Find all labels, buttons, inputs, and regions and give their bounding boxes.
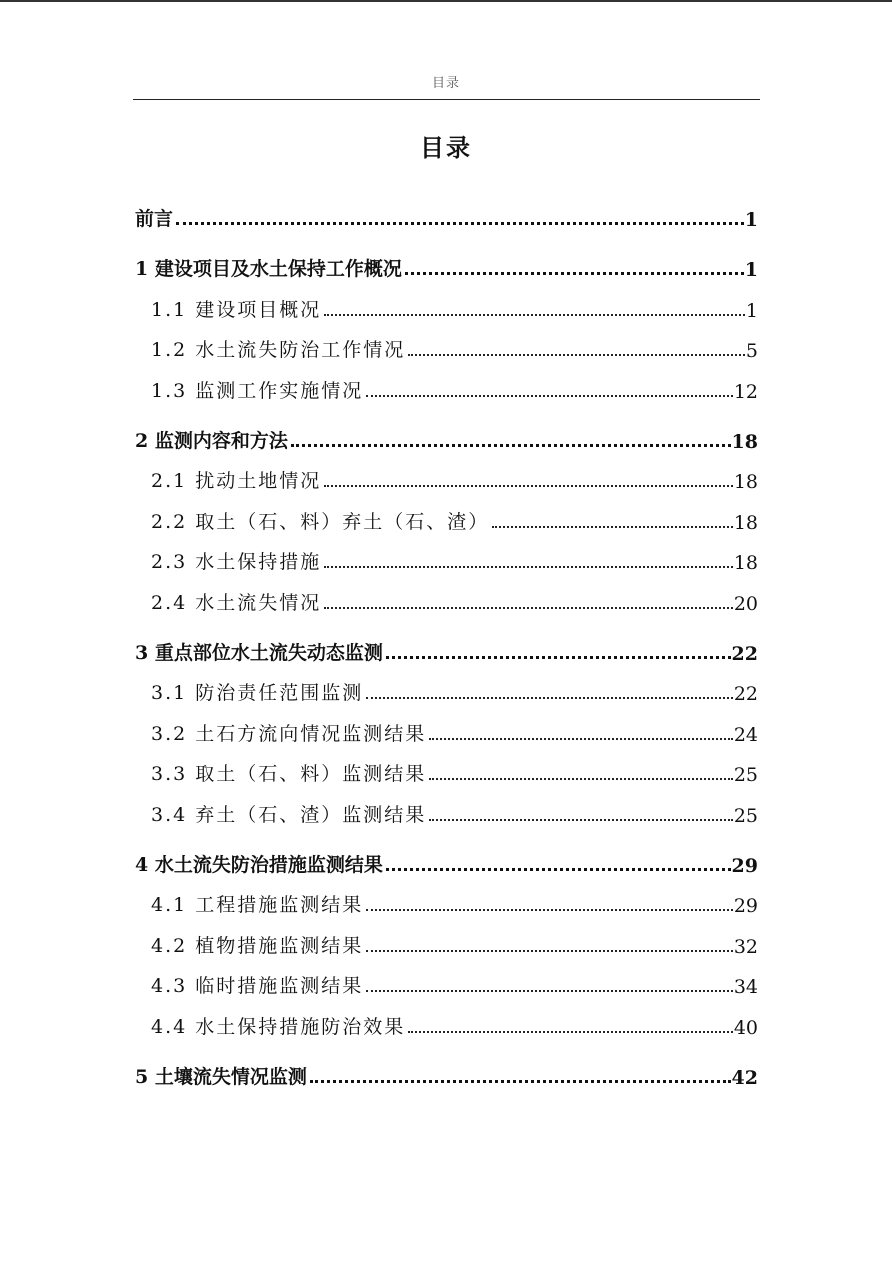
toc-entry-label: 前言: [135, 208, 174, 230]
toc-dot-leader: [324, 314, 745, 316]
toc-dot-leader: [429, 738, 733, 740]
toc-dot-leader: [429, 778, 733, 780]
toc-dot-leader: [291, 444, 731, 447]
toc-dot-leader: [176, 222, 744, 225]
toc-dot-leader: [408, 354, 745, 356]
toc-entry-label: 1.3 监测工作实施情况: [151, 379, 364, 402]
toc-entry-label: 4.1 工程措施监测结果: [151, 894, 364, 916]
toc-dot-leader: [324, 566, 733, 568]
toc-title: 目录: [420, 133, 472, 162]
toc-section-entry[interactable]: [135, 493, 758, 534]
toc-entry-label: 4.3 临时措施监测结果: [151, 975, 364, 997]
toc-section-entry[interactable]: [135, 322, 758, 363]
toc-section-entry[interactable]: [135, 665, 758, 706]
toc-dot-leader: [408, 1031, 733, 1033]
toc-dot-leader: [310, 1080, 731, 1083]
toc-entry-label: 2.4 水土流失情况: [151, 591, 322, 614]
toc-dot-leader: [386, 868, 731, 871]
toc-entry-label: 1.2 水土流失防治工作情况: [151, 339, 406, 361]
toc-dot-leader: [324, 607, 733, 609]
toc-page-number: 25: [733, 764, 758, 786]
toc-dot-leader: [366, 990, 733, 992]
toc-entry-label: 4.2 植物措施监测结果: [151, 934, 364, 957]
toc-dot-leader: [429, 819, 733, 821]
toc-page-number: 18: [733, 511, 758, 534]
toc-page-number: 12: [733, 380, 758, 403]
toc-dot-leader: [492, 526, 733, 528]
toc-chapter-entry[interactable]: [135, 615, 758, 665]
toc-dot-leader: [366, 909, 733, 911]
toc-entry-label: 2.3 水土保持措施: [151, 551, 322, 573]
toc-entry-label: 3.3 取土（石、料）监测结果: [151, 763, 427, 785]
toc-page-number: 29: [731, 854, 758, 877]
toc-page-number: 32: [733, 935, 758, 958]
toc-entry-label: 2.2 取土（石、料）弃土（石、渣）: [151, 510, 490, 533]
toc-page-number: 18: [733, 471, 758, 493]
toc-page-number: 40: [733, 1016, 758, 1039]
toc-section-entry[interactable]: [135, 958, 758, 999]
toc-section-entry[interactable]: [135, 362, 758, 403]
toc-chapter-entry[interactable]: [135, 827, 758, 877]
toc-page-number: 18: [733, 552, 758, 574]
toc-entry-label: 2 监测内容和方法: [135, 429, 288, 452]
toc-section-entry[interactable]: [135, 453, 758, 494]
toc-section-entry[interactable]: [135, 998, 758, 1039]
toc-page-number: 1: [745, 299, 758, 322]
toc-dot-leader: [366, 950, 733, 952]
toc-entry-label: 3.4 弃土（石、渣）监测结果: [151, 803, 427, 826]
toc-chapter-entry[interactable]: [135, 403, 758, 453]
running-header: 目录: [431, 76, 460, 91]
toc-section-entry[interactable]: [135, 877, 758, 918]
toc-chapter-entry[interactable]: [135, 181, 758, 231]
toc-page-number: 25: [733, 804, 758, 827]
toc-section-entry[interactable]: [135, 786, 758, 827]
toc-section-entry[interactable]: [135, 281, 758, 322]
toc-page-number: 20: [733, 592, 758, 615]
toc-dot-leader: [324, 485, 733, 487]
toc-dot-leader: [366, 395, 733, 397]
toc-section-entry[interactable]: [135, 705, 758, 746]
toc-page-number: 5: [745, 340, 758, 362]
toc-entry-label: 3 重点部位水土流失动态监测: [135, 641, 383, 664]
toc-section-entry[interactable]: [135, 746, 758, 787]
toc-page-number: 18: [731, 430, 758, 453]
toc-page-number: 24: [733, 723, 758, 746]
page-top-border: [0, 0, 892, 2]
toc-page-number: 1: [744, 209, 758, 231]
toc-dot-leader: [366, 697, 733, 699]
toc-dot-leader: [386, 656, 731, 659]
toc-entry-label: 2.1 扰动土地情况: [151, 470, 322, 492]
toc-chapter-entry[interactable]: [135, 231, 758, 281]
toc-entry-label: 5 土壤流失情况监测: [135, 1065, 307, 1088]
toc-page-number: 1: [744, 259, 758, 281]
toc-chapter-entry[interactable]: [135, 1039, 758, 1089]
toc-section-entry[interactable]: [135, 574, 758, 615]
header-rule: [133, 99, 760, 100]
toc-entry-label: 4 水土流失防治措施监测结果: [135, 853, 383, 876]
toc-page-number: 34: [733, 976, 758, 998]
toc-entry-label: 1 建设项目及水土保持工作概况: [135, 258, 402, 280]
toc-page-number: 22: [733, 683, 758, 705]
toc-entry-label: 4.4 水土保持措施防治效果: [151, 1015, 406, 1038]
toc-section-entry[interactable]: [135, 917, 758, 958]
toc-page-number: 29: [733, 895, 758, 917]
toc-list: [135, 181, 758, 1089]
toc-entry-label: 3.2 土石方流向情况监测结果: [151, 722, 427, 745]
toc-entry-label: 1.1 建设项目概况: [151, 298, 322, 321]
toc-page-number: 42: [731, 1066, 758, 1089]
toc-dot-leader: [405, 272, 744, 275]
toc-page-number: 22: [731, 642, 758, 665]
toc-entry-label: 3.1 防治责任范围监测: [151, 682, 364, 704]
toc-section-entry[interactable]: [135, 534, 758, 575]
